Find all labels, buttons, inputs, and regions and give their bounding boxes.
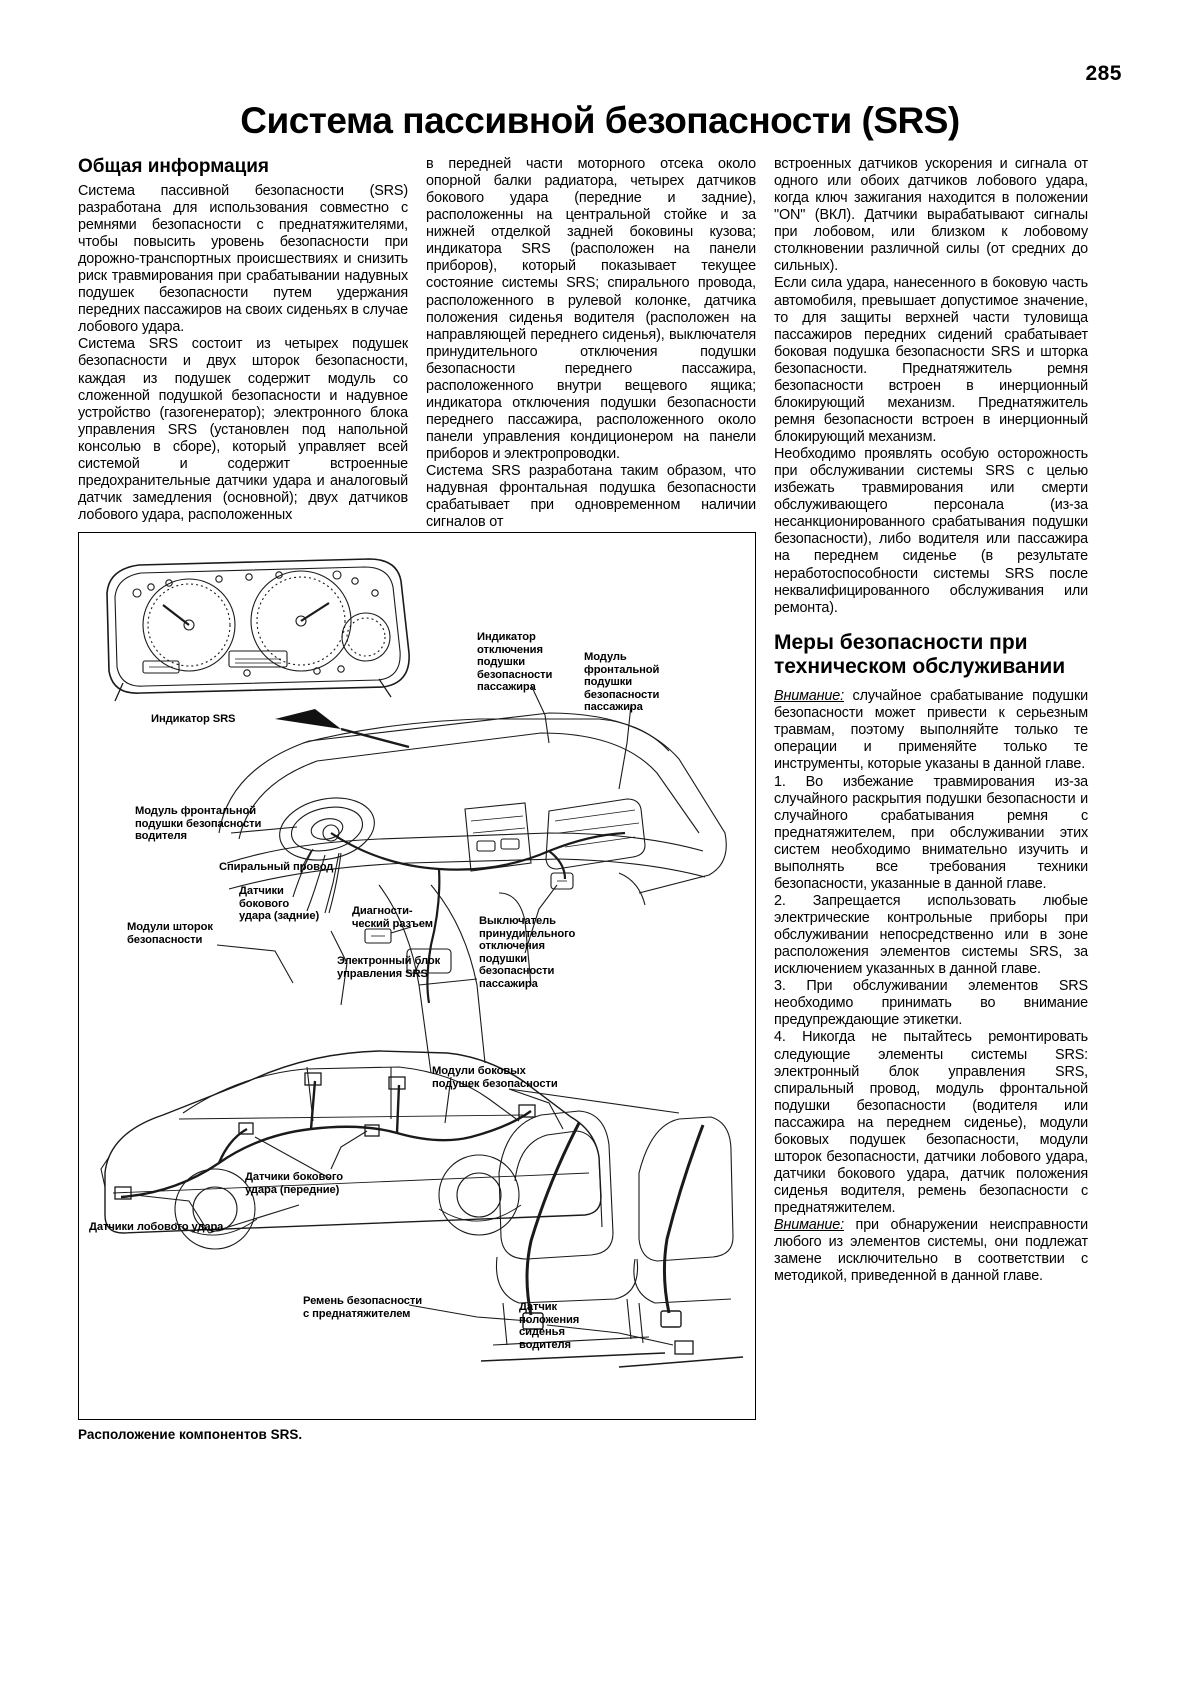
column-middle — [426, 156, 756, 531]
warning-note-2 — [774, 1217, 1088, 1285]
figure-label-curtain-airbag-modules: Модули шторок безопасности — [127, 921, 213, 946]
figure-label-frontal-impact-sensors: Датчики лобового удара — [89, 1221, 224, 1234]
instrument-cluster-drawing — [107, 559, 409, 701]
numbered-item-4: 4. Никогда не пытайтесь ремонтировать следующие элементы системы SRS: электронный блок управления SRS, спиральный провод, модуль фронтальной подушки безопасности (водителя или пассажира на переднем сиденье), модули боковых подушек безопасности, модули шторок безопасности, датчики лобового удара, датчики бокового удара, датчик положения сиденья водителя, ремень безопасности с преднатяжителем. — [774, 1029, 1088, 1217]
figure-label-srs-control-unit: Электронный блок управления SRS — [337, 955, 441, 980]
figure-label-passenger-airbag-off-indicator: Индикатор отключения подушки безопасности пассажира — [477, 631, 553, 694]
paragraph: Система SRS состоит из четырех подушек безопасности и двух шторок безопасности, каждая из подушек содержит модуль со сложенной подушкой безопасности и надувное устройство (газогенератор); электронного блока управления SRS (установлен под напольной консолью в сборе), который управляет всей системой и содержит встроенные предохранительные датчики удара и аналоговый датчик замедления (основной); двух датчиков лобового удара, расположенных — [78, 336, 408, 524]
three-column-layout — [78, 156, 1122, 1442]
figure-label-passenger-airbag-cutoff-switch: Выключатель принудительного отключения подушки безопасности пассажира — [479, 915, 576, 990]
figure-label-spiral-cable: Спиральный провод — [219, 861, 334, 874]
figure-label-driver-seat-position-sensor: Датчик положения сиденья водителя — [519, 1301, 580, 1351]
numbered-item-2: 2. Запрещается использовать любые электрические контрольные приборы при обслуживании непосредственно или в зоне расположения элементов системы SRS, за исключением указанных в данной главе. — [774, 892, 1088, 978]
paragraph: Необходимо проявлять особую осторожность при обслуживании системы SRS с целью избежать травмирования или смерти обслуживающего персонала (из-за несанкционированного срабатывания подушки безопасности), либо водителя или пассажира на переднем сиденье (в результате неработоспособности системы SRS после неквалифицированного обслуживания или ремонта). — [774, 446, 1088, 616]
warning-label: Внимание: — [774, 1217, 844, 1234]
page-number: 285 — [1085, 62, 1122, 85]
figure-caption: Расположение компонентов SRS. — [78, 1427, 303, 1443]
leader-lines — [135, 685, 679, 1345]
warning-text: случайное срабатывание подушки безопасности может привести к серьезным травмам, поэтому выполняйте только те операции и применяйте только те инструменты, которые указаны в данной главе. — [774, 688, 1088, 773]
page-title: Система пассивной безопасности (SRS) — [240, 100, 960, 141]
paragraph: встроенных датчиков ускорения и сигнала от одного или обоих датчиков лобового удара, когда ключ зажигания находится в положении "ON" (ВКЛ). Датчики вырабатывают сигналы при лобовом, или близком к лобовому столкновении различной силы (от средних до сильных). — [774, 156, 1088, 275]
section-heading-safety-measures: Меры безопасности при техническом обслуживании — [774, 630, 1066, 679]
paragraph: Система SRS разработана таким образом, что надувная фронтальная подушка безопасности срабатывает при одновременном наличии сигналов от — [426, 463, 756, 531]
warning-label: Внимание: — [774, 688, 844, 705]
column-right — [774, 156, 1088, 1285]
warning-note-1 — [774, 688, 1088, 773]
srs-components-figure — [78, 532, 756, 1420]
section-heading-general-info: Общая информация — [78, 156, 270, 177]
figure-label-front-side-impact-sensors: Датчики бокового удара (передние) — [245, 1171, 343, 1196]
srs-indicator-arrow — [275, 709, 341, 729]
figure-label-srs-indicator: Индикатор SRS — [151, 713, 236, 726]
numbered-item-1: 1. Во избежание травмирования из-за случайного раскрытия подушки безопасности и случайного срабатывания ремня с преднатяжителем, при обслуживании этих систем необходимо внимательно изучить и выполнять все требования техники безопасности, указанные в данной главе. — [774, 773, 1088, 892]
warning-text: при обнаружении неисправности любого из элементов системы, они подлежат замене исключительно в соответствии с методикой, приведенной в данной главе. — [774, 1217, 1088, 1285]
paragraph: Если сила удара, нанесенного в боковую часть автомобиля, превышает допустимое значение, то для защиты верхней части туловища пассажиров передних сидений срабатывает боковая подушка безопасности SRS и шторка безопасности. Преднатяжитель ремня безопасности встроен в инерционный блокирующий механизм. Преднатяжитель ремня безопасности встроен в инерционный блокирующий механизм. — [774, 275, 1088, 445]
paragraph: Система пассивной безопасности (SRS) разработана для использования совместно с ремнями безопасности с преднатяжителями, чтобы повысить уровень безопасности при дорожно-транспортных происшествиях и снизить риск травмирования при срабатывании надувных подушек безопасности путем удержания передних пассажиров на своих сиденьях в случае лобового удара. — [78, 182, 408, 336]
figure-label-driver-front-airbag-module: Модуль фронтальной подушки безопасности водителя — [135, 805, 262, 843]
figure-label-rear-side-impact-sensors: Датчики бокового удара (задние) — [239, 885, 320, 923]
numbered-item-3: 3. При обслуживании элементов SRS необходимо принимать во внимание предупреждающие этикетки. — [774, 978, 1088, 1029]
paragraph: в передней части моторного отсека около опорной балки радиатора, четырех датчиков бокового удара (передние и задние), расположенны на центральной стойке и за нижней отделкой задней боковины кузова; индикатора SRS (расположен на панели приборов), который показывает текущее состояние системы SRS; спирального провода, расположенного в рулевой колонке, датчика положения сиденья водителя (расположен на направляющей переднего сиденья), выключателя принудительного отключения подушки безопасности переднего пассажира, расположенного внутри вещевого ящика; индикатора отключения подушки безопасности переднего пассажира, расположенного около панели управления кондиционером на панели приборов и электропроводки. — [426, 156, 756, 463]
figure-label-passenger-front-airbag-module: Модуль фронтальной подушки безопасности пассажира — [584, 651, 660, 714]
figure-label-diagnostic-connector: Диагности- ческий разъем — [352, 905, 433, 930]
figure-label-seatbelt-pretensioner: Ремень безопасности с преднатяжителем — [303, 1295, 423, 1320]
figure-label-side-airbag-modules: Модули боковых подушек безопасности — [432, 1065, 558, 1090]
